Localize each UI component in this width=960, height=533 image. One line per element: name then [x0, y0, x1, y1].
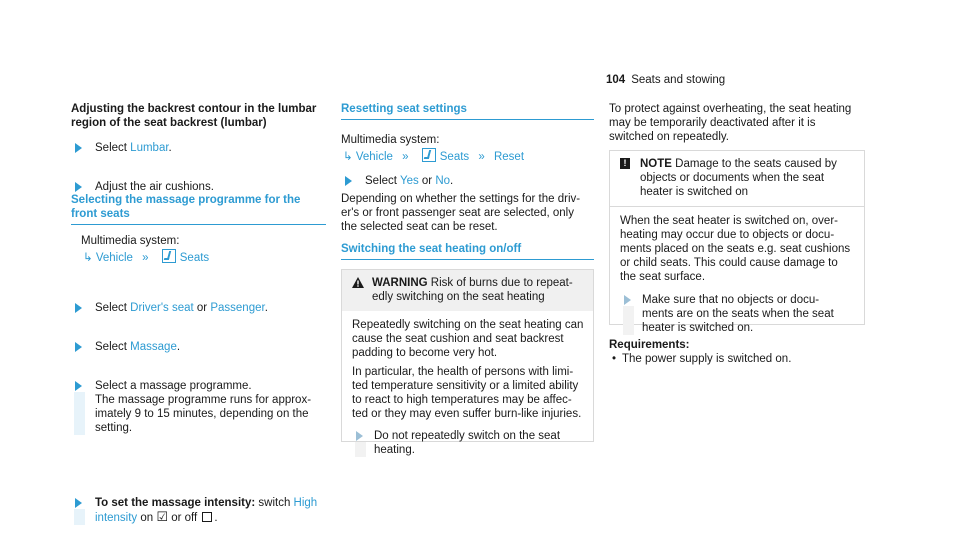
checkbox-empty-icon: [202, 512, 212, 522]
warning-label: WARNING: [372, 277, 428, 289]
massage-step-2: Select Massage.: [71, 340, 345, 354]
return-arrow-icon: ↳: [343, 151, 353, 163]
lumbar-step-1: Select Lumbar.: [71, 141, 345, 155]
note-body: When the seat heater is switched on, over- heating may occur due to objects or docu- ments placed on the seats e.g. seat cushions or child seats. This could cause damage to the seat surface. Make sure that no objects or docu- ments are on the seats when the seat heater is switched on.: [610, 207, 864, 343]
vehicle-link[interactable]: Vehicle: [95, 252, 133, 264]
column-1: [71, 0, 326, 524]
warning-header: WARNING Risk of burns due to repeat- edly switching on the seat heating: [342, 270, 593, 311]
chevron-right-icon: »: [142, 252, 149, 264]
step-arrow-icon: [75, 303, 82, 313]
lumbar-step-2: Adjust the air cushions.: [71, 180, 345, 194]
warning-icon: [352, 277, 364, 292]
massage-step-3: Select a massage programme. The massage programme runs for approx- imately 9 to 15 minutes, depending on the setting.: [71, 379, 345, 435]
step-arrow-icon: [345, 176, 352, 186]
no-link[interactable]: No: [435, 175, 451, 187]
note-box: [609, 150, 865, 334]
seat-icon: [422, 148, 436, 162]
heating-heading: Switching the seat heating on/off: [341, 242, 594, 260]
reset-link[interactable]: Reset: [493, 151, 525, 163]
step-arrow-icon: [75, 342, 82, 352]
massage-path: [83, 249, 209, 265]
exclamation-icon: !: [620, 158, 630, 169]
massage-link[interactable]: Massage: [130, 341, 177, 353]
column-2: [341, 0, 594, 456]
massage-heading: Selecting the massage programme for the front seats: [71, 193, 326, 225]
overheat-intro: To protect against overheating, the seat heating may be temporarily deactivated after it is switched on repeatedly.: [609, 103, 852, 143]
lumbar-heading: Adjusting the backrest contour in the lumbar region of the seat backrest (lumbar): [71, 103, 317, 129]
note-header: ! NOTE Damage to the seats caused by objects or documents when the seat heater is switched on: [610, 151, 864, 207]
reset-path: [343, 148, 524, 164]
list-item: • The power supply is switched on.: [609, 352, 869, 366]
page-number: 104: [606, 74, 626, 86]
massage-step-4: To set the massage intensity: switch High intensity on ☑ or off .: [71, 496, 350, 525]
step-arrow-icon: [75, 498, 82, 508]
step-arrow-icon: [75, 381, 82, 391]
note-step: Make sure that no objects or docu- ments are on the seats when the seat heater is switched on.: [620, 293, 856, 335]
step-bar: [74, 392, 85, 435]
intensity-link[interactable]: intensity: [95, 512, 138, 524]
return-arrow-icon: ↳: [83, 252, 93, 264]
chevron-right-icon: »: [478, 151, 485, 163]
seats-link[interactable]: Seats: [179, 252, 210, 264]
reset-step: Select Yes or No.: [341, 174, 615, 188]
step-arrow-icon: [356, 431, 363, 441]
reset-heading: Resetting seat settings: [341, 102, 594, 120]
step-bar: [74, 509, 85, 525]
warning-box: [341, 269, 594, 456]
yes-link[interactable]: Yes: [399, 175, 419, 187]
page-header: [606, 73, 725, 87]
checkbox-checked-icon: ☑: [156, 509, 169, 524]
step-arrow-icon: [75, 182, 82, 192]
requirements-heading: Requirements:: [609, 339, 690, 351]
note-label: NOTE: [640, 158, 672, 170]
high-intensity-link[interactable]: High: [293, 497, 318, 509]
lumbar-link[interactable]: Lumbar: [130, 142, 169, 154]
step-arrow-icon: [624, 295, 631, 305]
vehicle-link[interactable]: Vehicle: [355, 151, 393, 163]
step-bar: [355, 442, 366, 457]
step-arrow-icon: [75, 143, 82, 153]
step-bar: [623, 306, 634, 335]
reset-intro: Multimedia system:: [341, 134, 440, 146]
warning-body: Repeatedly switching on the seat heating can cause the seat cushion and seat backrest padding to become very hot. In particular, the health of persons with limi- ted temperature sensitivity or a limited ability to react to high temperatures may be affec- ted or they may even suffer burn-like injuries. Do not repeatedly switch on the seat heating.: [352, 319, 584, 456]
drivers-seat-link[interactable]: Driver's seat: [130, 302, 194, 314]
massage-step-1: Select Driver's seat or Passenger.: [71, 301, 355, 315]
passenger-link[interactable]: Passenger: [210, 302, 265, 314]
chevron-right-icon: »: [402, 151, 409, 163]
requirements: [609, 338, 869, 366]
reset-description: Depending on whether the settings for the driv- er's or front passenger seat are selected, only the selected seat can be reset.: [341, 193, 581, 233]
massage-intro: Multimedia system:: [81, 235, 180, 247]
warning-step: Do not repeatedly switch on the seat heating.: [352, 429, 585, 457]
section-title: Seats and stowing: [631, 74, 726, 86]
seats-link[interactable]: Seats: [439, 151, 470, 163]
seat-icon: [162, 249, 176, 263]
